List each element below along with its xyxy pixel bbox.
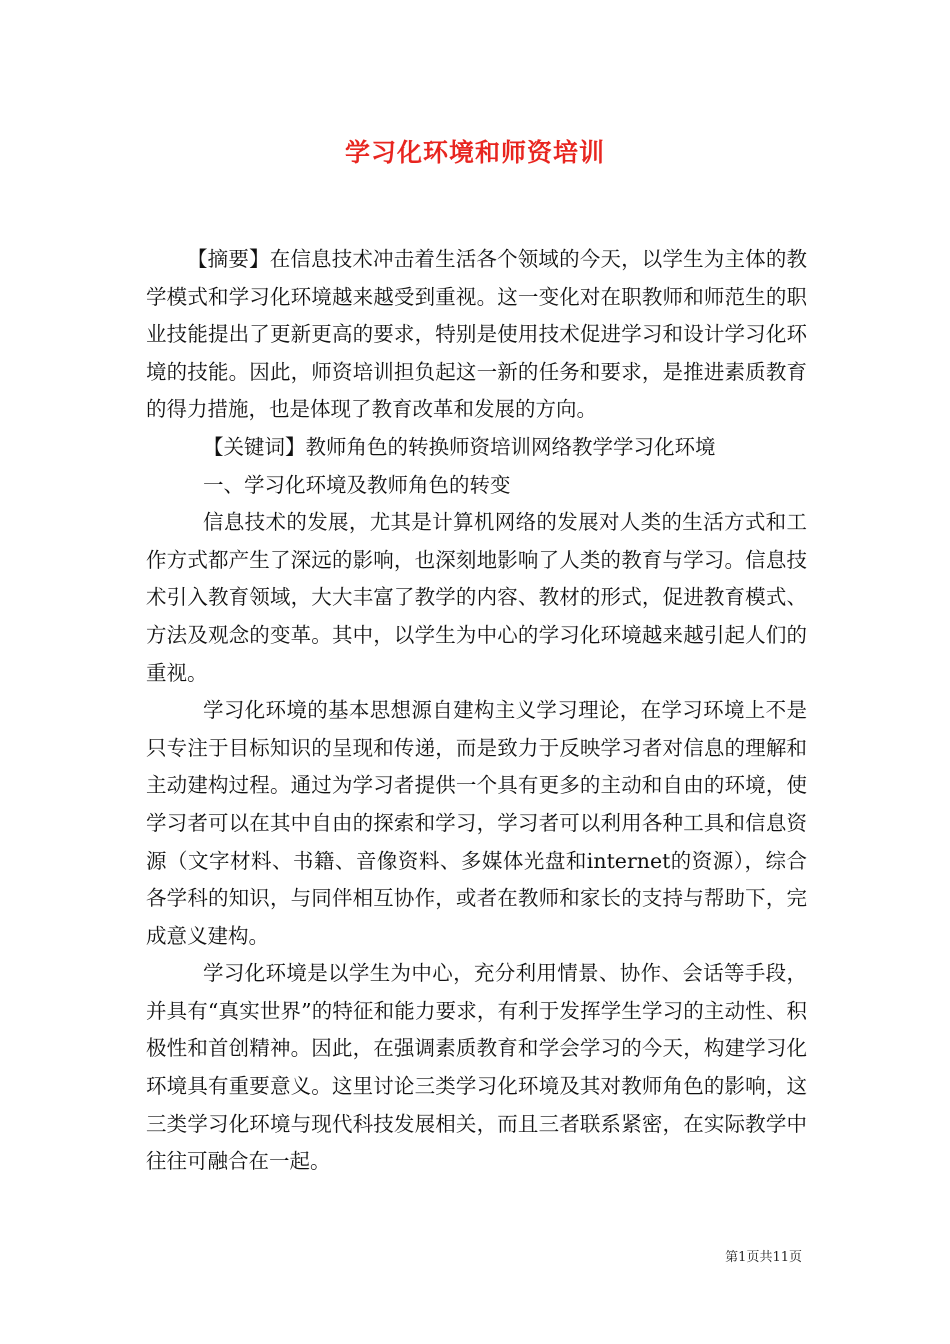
section-heading: 一、学习化环境及教师角色的转变 — [203, 472, 511, 497]
body-paragraph: 信息技术的发展，尤其是计算机网络的发展对人类的生活方式和工作方式都产生了深远的影响，也深刻地影响了人类的教育与学习。信息技术引入教育领域，大大丰富了教学的内容、教材的形式，促进教育模式、方法及观念的变革。其中，以学生为中心的学习化环境越来越引起人们的重视。 — [146, 510, 807, 685]
page-number: 第1页共11页 — [725, 1250, 802, 1265]
abstract-paragraph: 【摘要】在信息技术冲击着生活各个领域的今天，以学生为主体的教学模式和学习化环境越来越受到重视。这一变化对在职教师和师范生的职业技能提出了更新更高的要求，特别是使用技术促进学习和设计学习化环境的技能。因此，师资培训担负起这一新的任务和要求，是推进素质教育的得力措施，也是体现了教育改革和发展的方向。 — [146, 247, 807, 422]
document-body — [146, 241, 807, 1181]
document-title: 学习化环境和师资培训 — [344, 138, 605, 167]
keywords-paragraph: 【关键词】教师角色的转换师资培训网络教学学习化环境 — [203, 434, 716, 459]
body-paragraph: 学习化环境是以学生为中心，充分利用情景、协作、会话等手段，并具有“真实世界”的特征和能力要求，有利于发挥学生学习的主动性、积极性和首创精神。因此，在强调素质教育和学会学习的今天，构建学习化环境具有重要意义。这里讨论三类学习化环境及其对教师角色的影响，这三类学习化环境与现代科技发展相关，而且三者联系紧密，在实际教学中往往可融合在一起。 — [146, 961, 807, 1174]
body-paragraph: 学习化环境的基本思想源自建构主义学习理论，在学习环境上不是只专注于目标知识的呈现和传递，而是致力于反映学习者对信息的理解和主动建构过程。通过为学习者提供一个具有更多的主动和自由的环境，使学习者可以在其中自由的探索和学习，学习者可以利用各种工具和信息资源（文字材料、书籍、音像资料、多媒体光盘和internet的资源），综合各学科的知识，与同伴相互协作，或者在教师和家长的支持与帮助下，完成意义建构。 — [146, 698, 807, 948]
